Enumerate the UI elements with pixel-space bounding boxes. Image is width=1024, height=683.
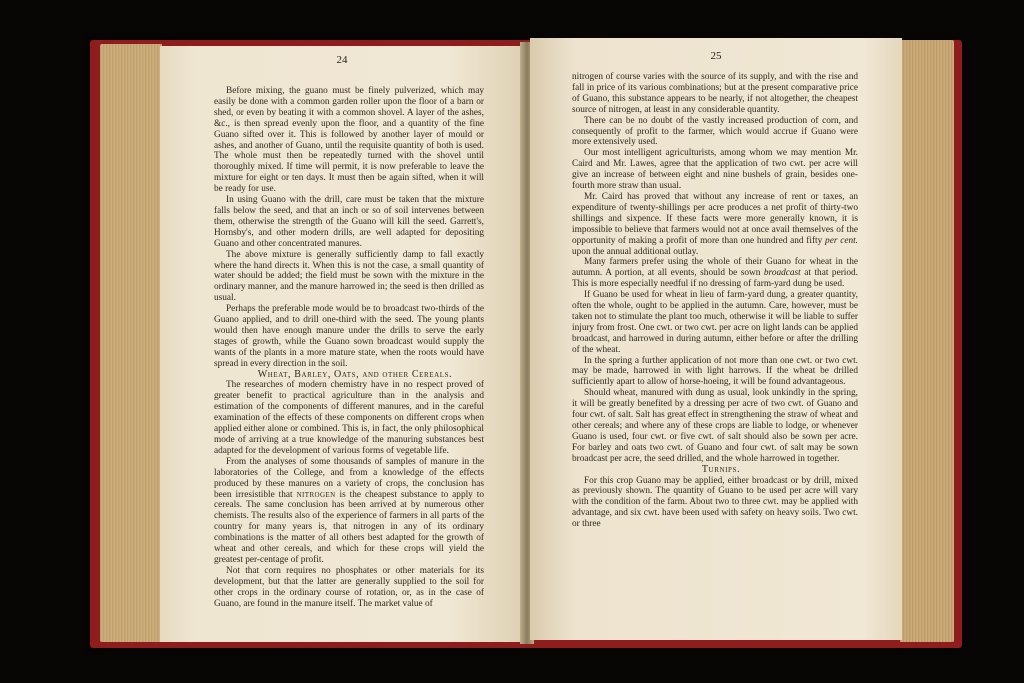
paragraph: Our most intelligent agriculturists, among whom we may mention Mr. Caird and Mr. Lawes, agree that the application of two cwt. per acre will give an increase of between eight and nine bushels of grain, besides one-fourth more straw than usual. xyxy=(572,148,858,192)
section-heading-cereals: Wheat, Barley, Oats, and other Cereals. xyxy=(257,368,453,380)
paragraph xyxy=(572,192,858,257)
paragraph: In the spring a further application of not more than one cwt. or two cwt. may be made, harrowed in with light harrows. If the wheat be drilled sufficiently apart to allow of horse-hoeing, it will be found advantageous. xyxy=(572,355,858,388)
italic-term: broadcast xyxy=(763,268,801,279)
paragraph: The above mixture is generally sufficiently damp to fall exactly where the hand directs it. When this is not the case, a small quantity of water should be added; the field must be sown with the mixture in the ordinary manner, and the manure harrowed in; the seed is then drilled as usual. xyxy=(214,249,484,304)
left-page-text xyxy=(214,86,484,610)
paragraph: For this crop Guano may be applied, either broadcast or by drill, mixed as previously shown. The quantity of Guano to be used per acre will vary with the condition of the farm. About two to three cwt. may be applied with advantage, and six cwt. have been used with safety on heavy soils. Two cwt. or three xyxy=(572,475,858,530)
text-run: Many farmers prefer using the whole of their Guano for wheat in the autumn. A portion, at all events, should be sown xyxy=(572,257,858,279)
paragraph: In using Guano with the drill, care must be taken that the mixture falls below the seed, and that an inch or so of soil intervenes between them, otherwise the strength of the Guano will kill the seed. Garrett's, Hornsby's, and other modern drills, are well adapted for depositing Guano and other concentrated manures. xyxy=(214,195,484,249)
paragraph: If Guano be used for wheat in lieu of farm-yard dung, a greater quantity, often the whole, ought to be applied in the autumn. Care, however, must be taken not to stimulate the plant too much, otherwise it will be liable to suffer injury from frost. One cwt. or two cwt. per acre on light lands can be applied broadcast, and harrowed in during autumn, either before or after the drilling of the wheat. xyxy=(572,290,858,355)
text-run: Mr. Caird has proved that without any increase of rent or taxes, an expenditure of twenty-shillings per acre produces a net profit of thirty-two shillings and sixpence. If these facts were more generally known, it is impossible to believe that farmers would not at once avail themselves of the opportunity of making a profit of more than one hundred and fifty xyxy=(572,191,858,246)
paragraph: There can be no doubt of the vastly increased production of corn, and consequently of profit to the farmer, which would accrue if Guano were more extensively used. xyxy=(572,115,858,148)
text-run: at that period. This is more especially needful if no dressing of farm-yard dung be used. xyxy=(572,268,858,290)
paragraph: Perhaps the preferable mode would be to broadcast two-thirds of the Guano applied, and to drill one-third with the seed. The young plants would then have enough manure under the drills to serve the early stages of growth, while the Guano sown broadcast would supply the wants of the plants in a more mature state, when the roots would have spread in every direction in the soil. xyxy=(214,304,484,369)
small-caps-term: nitrogen xyxy=(296,489,336,500)
italic-term: per cent. xyxy=(825,235,859,246)
right-page xyxy=(530,38,902,640)
text-run: is the cheapest substance to apply to cereals. The same conclusion has been arrived at by numerous other chemists. The results also of the experience of farmers in all parts of the country for many years is, that nitrogen in any of its ordinary combinations is the matter of all others best adapted for the growth of wheat and other cereals, and which for these crops will yield the greatest per-centage of profit. xyxy=(214,489,484,565)
paragraph: Before mixing, the guano must be finely pulverized, which may easily be done with a common garden roller upon the floor of a barn or shed, or even by beating it with a common shovel. A layer of the ashes, &c., is then spread evenly upon the floor, and a quantity of the fine Guano sifted over it. This is followed by another layer of mould or ashes, and another of Guano, until the requisite quantity of both is used. The whole must then be repeatedly turned with the shovel until thoroughly mixed. If time will permit, it is now preferable to leave the mixture for eight or ten days. It must then be again sifted, when it will be ready for use. xyxy=(214,86,484,195)
text-run: upon the annual additional outlay. xyxy=(572,246,699,257)
paragraph: The researches of modern chemistry have in no respect proved of greater benefit to practical agriculture than in the analysis and estimation of the components of different manures, and in the careful examination of the effects of these components on different crops when applied either alone or combined. This is, in fact, the only philosophical mode of arriving at a true knowledge of the manuring substances best adapted for the development of various forms of vegetable life. xyxy=(214,380,484,456)
open-book xyxy=(90,36,962,648)
paragraph xyxy=(572,257,858,290)
left-page xyxy=(160,46,524,642)
left-page-number: 24 xyxy=(336,54,348,66)
right-page-number: 25 xyxy=(710,50,722,62)
right-page-edges xyxy=(900,40,954,642)
paragraph xyxy=(214,457,484,566)
paragraph: Not that corn requires no phosphates or other materials for its development, but that the latter are generally supplied to the soil for other crops in the ordinary course of rotation, or, as in the case of Guano, are found in the manure itself. The market value of xyxy=(214,565,484,609)
paragraph: Should wheat, manured with dung as usual, look unkindly in the spring, it will be greatly benefited by a dressing per acre of two cwt. of Guano and four cwt. of salt. Salt has great effect in strengthening the straw of wheat and other cereals; and where any of these crops are liable to lodge, or whenever Guano is used, four cwt. or five cwt. of salt should also be sown per acre. For barley and oats two cwt. of Guano and four cwt. of salt may be sown broadcast per acre, the seed drilled, and the whole harrowed in together. xyxy=(572,388,858,464)
paragraph: nitrogen of course varies with the source of its supply, and with the rise and fall in price of its various combinations; but at the present comparative price of Guano, this substance appears to be nearly, if not altogether, the cheapest source of nitrogen, at least in any considerable quantity. xyxy=(572,72,858,115)
section-heading-turnips: Turnips. xyxy=(701,463,741,475)
text-run: From the analyses of some thousands of samples of manure in the laboratories of the College, and from a knowledge of the effects produced by these manures on a variety of crops, the conclusion has been irresistible that xyxy=(214,456,484,500)
right-page-text xyxy=(572,72,858,530)
left-page-edges xyxy=(100,44,162,642)
